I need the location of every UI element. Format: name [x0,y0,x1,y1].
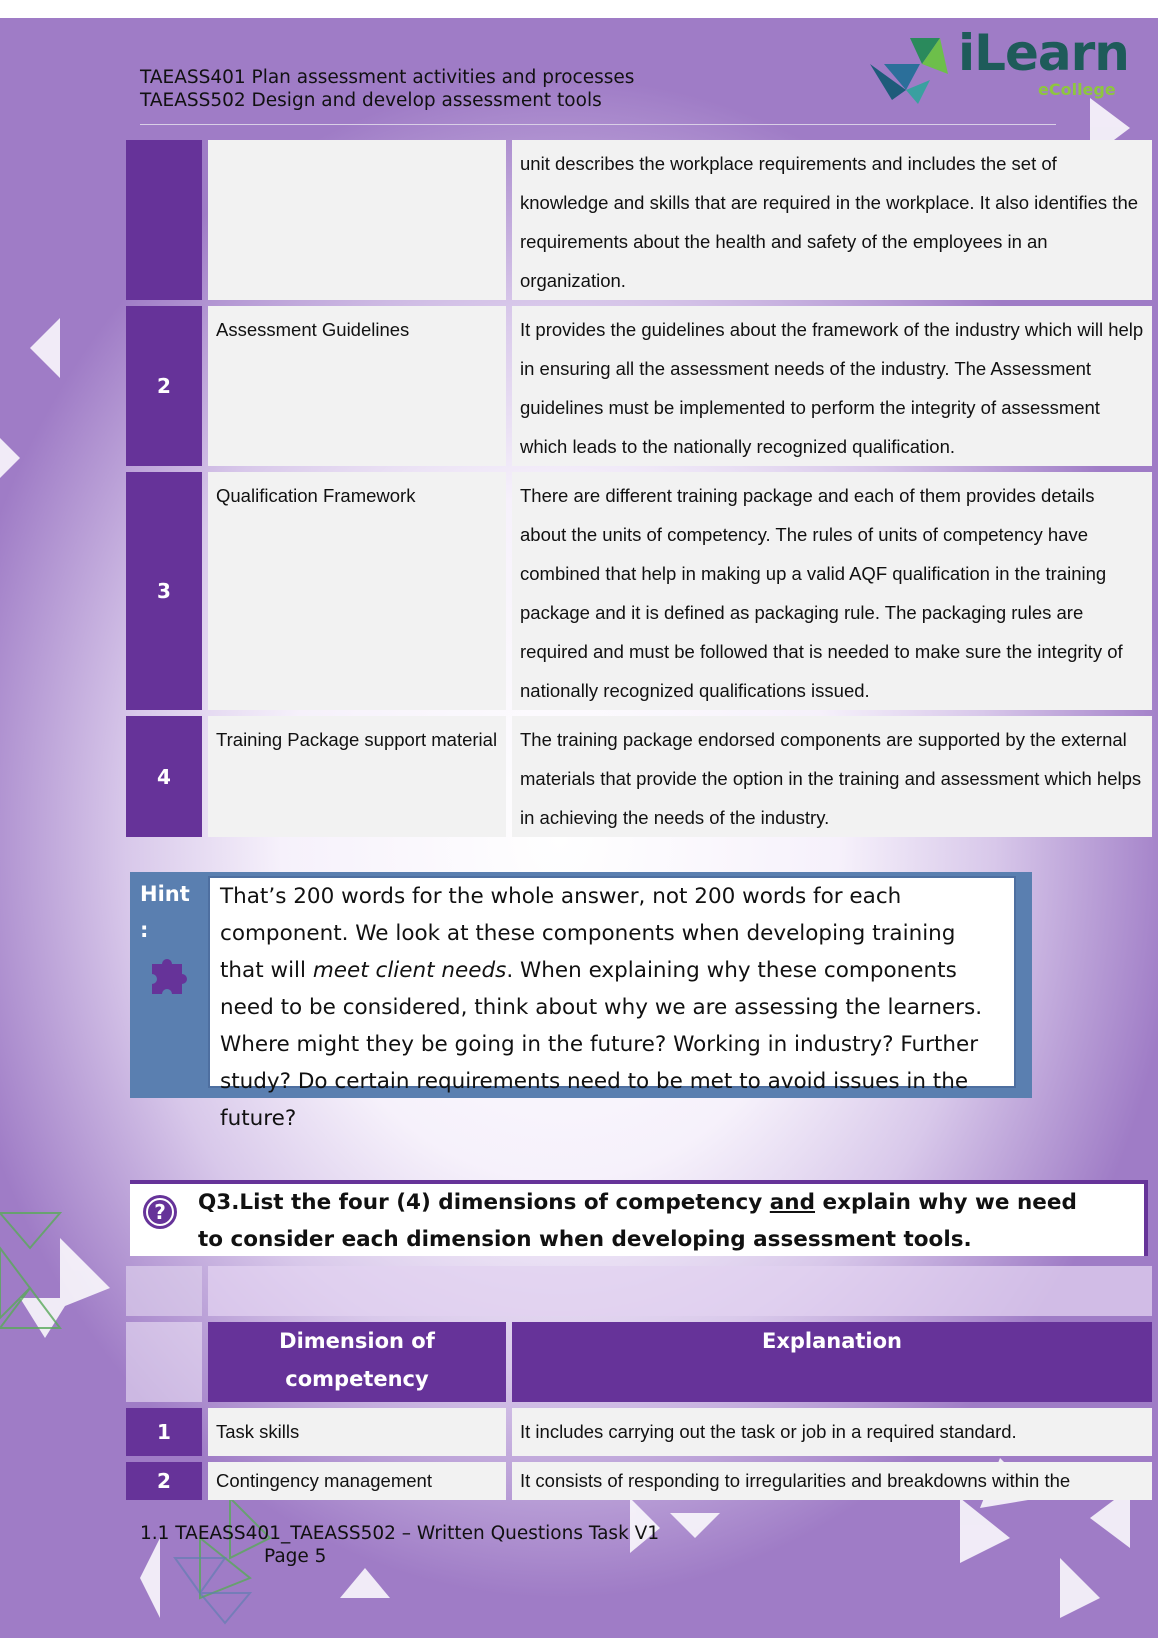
hint-label: Hint : [140,882,190,942]
hint-box [130,872,1032,1131]
row-number: 2 [126,306,202,466]
logo-mark-icon [870,34,960,110]
table-row [126,1462,1152,1500]
logo-wordmark: iLearn [958,24,1129,82]
table-spacer-row [126,1266,1152,1316]
component-cell: Assessment Guidelines [208,306,506,466]
blank-cell [126,1266,202,1316]
row-number: 4 [126,716,202,837]
explanation-cell: There are different training package and each of them provides details about the units of competency. The rules of units of competency have combined that help in making up a valid AQF qualification in the training package and it is defined as packaging rule. The packaging rules are required and must be followed that is needed to make sure the integrity of nationally recognized qualifications issued. [512,472,1152,710]
question-text [198,1184,1098,1258]
row-number: 2 [126,1462,202,1500]
blank-cell [208,1266,1152,1316]
logo-subtitle: eCollege [1038,80,1116,99]
dimension-cell: Task skills [208,1408,506,1456]
explanation-cell: It includes carrying out the task or job in a required standard. [512,1408,1152,1456]
table-row [126,472,1152,710]
explanation-cell: It provides the guidelines about the framework of the industry which will help in ensuring all the assessment needs of the industry. The Assessment guidelines must be implemented to perform the integrity of assessment which leads to the nationally recognized qualification. [512,306,1152,466]
table-header-row [126,1322,1152,1402]
table-row [126,716,1152,837]
hint-text-part: That’s 200 words for the whole answer, not 200 words for each component. We look at these components when developing training that will [220,884,956,983]
component-cell: Qualification Framework [208,472,506,710]
column-header-dimension: Dimension of competency [208,1322,506,1402]
explanation-cell: The training package endorsed components are supported by the external materials that provide the option in the training and assessment which helps in achieving the needs of the industry. [512,716,1152,837]
row-number [126,140,202,300]
hint-text-emphasis: meet client needs [312,958,507,983]
footer-document-title: 1.1 TAEASS401_TAEASS502 – Written Questions Task V1 [140,1523,660,1544]
header-blank-cell [126,1322,202,1402]
svg-text:?: ? [154,1200,166,1224]
ilearn-logo [870,24,1129,106]
table-row [126,140,1152,300]
components-table [120,134,1158,843]
question-text-part: Q3.List the four (4) dimensions of competency [198,1190,770,1215]
table-row [126,306,1152,466]
question-icon [142,1194,178,1230]
header-line-2: TAEASS502 Design and develop assessment tools [140,90,602,111]
puzzle-icon [144,952,192,1000]
header-divider [140,124,1056,125]
explanation-cell: It consists of responding to irregularities and breakdowns within the [512,1462,1152,1500]
question-box [130,1180,1148,1256]
table-row [126,1408,1152,1456]
page-header [140,66,634,112]
dimension-cell: Contingency management [208,1462,506,1500]
hint-text-part: . When explaining why these components need to be considered, think about why we are assessing the learners. Where might they be going in the future? Working in industry? Further study? Do certain requirements need to be met to avoid issues in the future? [220,958,983,1131]
row-number: 1 [126,1408,202,1456]
page-footer [140,1522,659,1568]
hint-text [208,876,1016,1131]
component-cell: Training Package support material [208,716,506,837]
component-cell [208,140,506,300]
footer-page-number: Page 5 [264,1546,327,1567]
column-header-explanation: Explanation [512,1322,1152,1402]
dimensions-table [120,1260,1158,1506]
question-underlined-word: and [769,1190,816,1215]
question-text-part: explain why we need to consider each dimension when developing assessment tools. [198,1190,1077,1252]
explanation-cell: unit describes the workplace requirements and includes the set of knowledge and skills that are required in the workplace. It also identifies the requirements about the health and safety of the employees in an organization. [512,140,1152,300]
header-line-1: TAEASS401 Plan assessment activities and processes [140,67,635,88]
row-number: 3 [126,472,202,710]
